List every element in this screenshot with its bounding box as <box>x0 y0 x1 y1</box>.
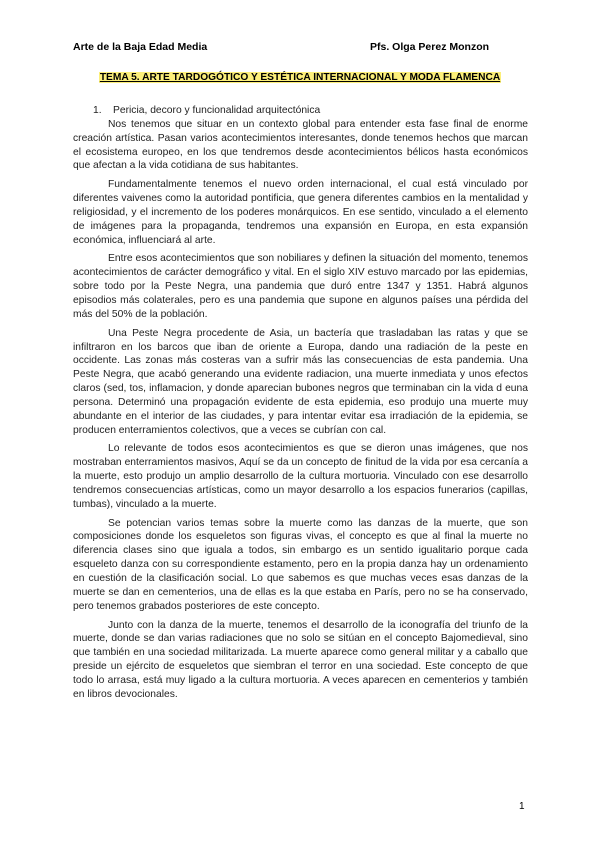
document-body <box>73 104 528 702</box>
header-course-title: Arte de la Baja Edad Media <box>73 41 208 53</box>
section-heading <box>73 104 528 118</box>
document-title <box>0 72 600 83</box>
section-heading-text: Pericia, decoro y funcionalidad arquitectónica <box>113 105 321 116</box>
page-number: 1 <box>519 801 525 812</box>
paragraph: Se potencian varios temas sobre la muerte como las danzas de la muerte, que son composiciones donde los esqueletos son figuras vivas, el concepto es que al final la muerte no diferencia clases sino que iguala a todos, sin embargo es un sentido igualitario porque cada esqueleto danza con su correspondiente estamento, pero en la propia danza hay un ordenamiento en cuestión de la clasificación social. Lo que sabemos es que muchas veces esas danzas de la muerte se dan en cementerios, una de ellas es la que estaba en París, pero no se ha conservado, pero tenemos grabados posteriores de este concepto. <box>73 517 528 612</box>
paragraph: Junto con la danza de la muerte, tenemos el desarrollo de la iconografía del triunfo de la muerte, donde se dan varias radiaciones que no solo se sitúan en el concepto Bajomedieval, sino que también en una sociedad militarizada. La muerte aparece como general militar y a caballo que preside un ejército de esqueletos que siembran el terror en una sociedad. Este concepto de que todo lo arrasa, está muy ligado a la cultura mortuoria. A veces aparecen en cementerios y también en libros devocionales. <box>73 619 528 700</box>
paragraph: Una Peste Negra procedente de Asia, un bactería que trasladaban las ratas y que se infiltraron en los barcos que iban de oriente a Europa, dando una radiación de la peste en occidente. Las zonas más costeras van a sufrir más las consecuencias de esta pandemia. Una Peste Negra, que acabó generando una evidente radiacion, una muerte inmediata y unos efectos claros (sed, tos, inflamacion, y donde aparecian bubones negros que terminaban cin la vida d euna persona. Determinó una propagación evidente de esta epidemia, eso produjo una muerte muy abundante en el interior de las ciudades, y para intentar evitar esa irradiación de la epidemia, se producen enterramientos colectivos, que a veces se cubrían con cal. <box>73 327 528 436</box>
document-title-text: TEMA 5. ARTE TARDOGÓTICO Y ESTÉTICA INTERNACIONAL Y MODA FLAMENCA <box>99 72 501 83</box>
paragraph: Fundamentalmente tenemos el nuevo orden internacional, el cual está vinculado por diferentes vaivenes como la autoridad pontificia, que genera diferentes cambios en la mentalidad y religiosidad, y el incremento de los poderes monárquicos. En ese sentido, vinculado a el elemento de imágenes para la propaganda, tendremos una expansión en Europa, en esta expansión económica, influenciará al arte. <box>73 179 528 246</box>
paragraph: Lo relevante de todos esos acontecimientos es que se dieron unas imágenes, que nos mostraban enterramientos masivos, Aquí se da un concepto de finitud de la vida por esa cercanía a la muerte, esto produjo un amplio desarrollo de la cultura mortuoria. Vinculado con ese desarrollo tendremos consecuencias artísticas, como un mayor desarrollo a los espacios funerarios (capillas, tumbas), vinculado a la muerte. <box>73 443 528 510</box>
section-number: 1. <box>93 105 102 116</box>
paragraph: Entre esos acontecimientos que son nobiliares y definen la situación del momento, tenemos acontecimientos de carácter demográfico y vital. En el siglo XIV estuvo marcado por las epidemias, sobre todo por la Peste Negra, una pandemia que duró entre 1347 y 1351. Habrá algunos episodios más colaterales, pero es una pandemia que supone en algunos países una pérdida del más del 50% de la población. <box>73 253 528 320</box>
paragraph: Nos tenemos que situar en un contexto global para entender esta fase final de enorme creación artística. Pasan varios acontecimientos interesantes, donde tenemos hechos que marcan el ecosistema europeo, en los que tendremos desde acontecimientos bélicos hasta económicos que afectan a la vida cotidiana de sus habitantes. <box>73 118 528 172</box>
header-professor: Pfs. Olga Perez Monzon <box>370 41 490 53</box>
